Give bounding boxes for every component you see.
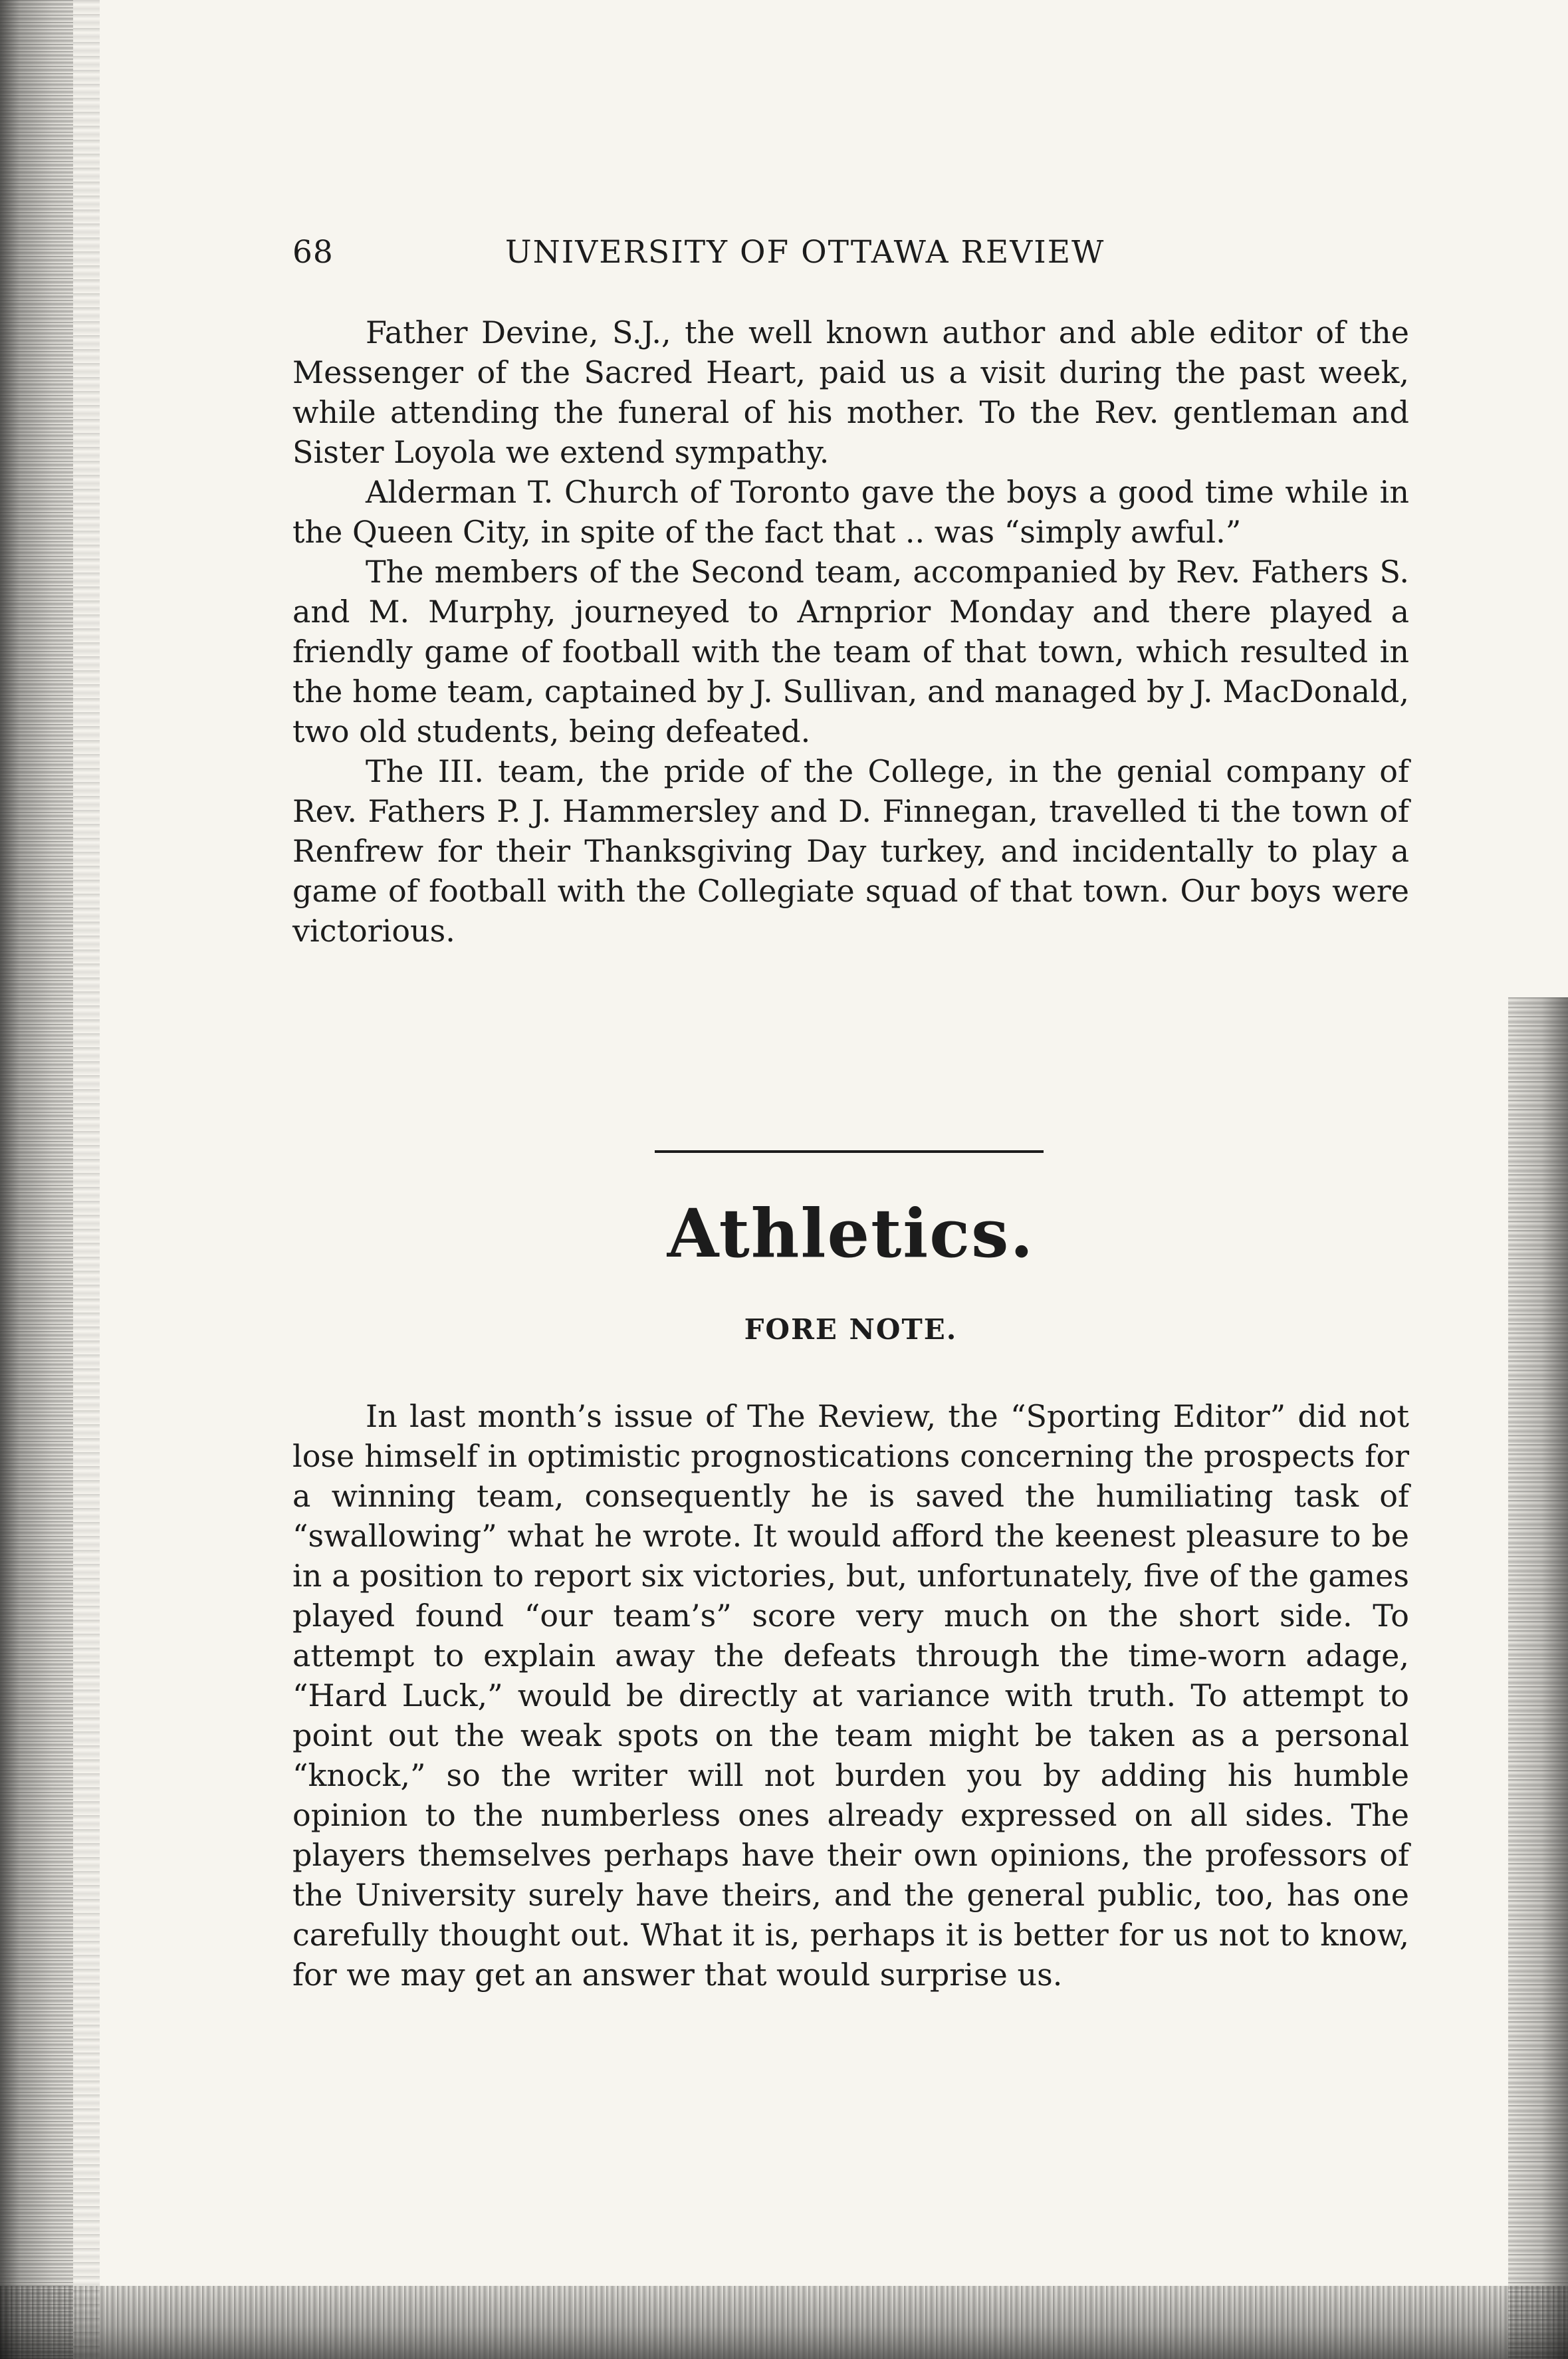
note-paragraph: Father Devine, S.J., the well known author and able editor of the Messenger of the Sacred Heart, paid us a visit during the past week, while attending the funeral of his mother. To the Rev. gentleman and Sister Loyola we extend sympathy.: [292, 314, 1409, 470]
running-title: UNIVERSITY OF OTTAWA REVIEW: [505, 234, 1105, 271]
sub-heading-fore-note: FORE NOTE.: [744, 1313, 958, 1346]
fore-note-paragraph: In last month’s issue of The Review, the “Sporting Editor” did not lose himself in optimistic prognostications concerning the prospects for a winning team, consequently he is saved the humiliating task of “swallowing” what he wrote. It would afford the keenest pleasure to be in a position to report six victories, but, unfortunately, five of the games played found “our team’s” score very much on the short side. To attempt to explain away the defeats through the time-worn adage, “Hard Luck,” would be directly at variance with truth. To attempt to point out the weak spots on the team might be taken as a personal “knock,” so the writer will not burden you by adding his humble opinion to the numberless ones already expressed on all sides. The players themselves perhaps have their own opinions, the professors of the University surely have theirs, and the general public, too, has one carefully thought out. What it is, perhaps it is better for us not to know, for we may get an answer that would surprise us.: [292, 1398, 1409, 1993]
page-number: 68: [292, 234, 334, 271]
scan-edge-right: [1508, 997, 1568, 2359]
news-notes: [292, 312, 1409, 951]
note-paragraph: Alderman T. Church of Toronto gave the boys a good time while in the Queen City, in spite of the fact that .. was “simply awful.”: [292, 474, 1409, 550]
scan-edge-left: [0, 0, 73, 2359]
section-title-athletics: Athletics.: [667, 1194, 1035, 1273]
note-paragraph: The III. team, the pride of the College, in the genial company of Rev. Fathers P. J. Hammersley and D. Finnegan, travelled ti the town of Renfrew for their Thanksgiving Day turkey, and incidentally to play a game of football with the Collegiate squad of that town. Our boys were victorious.: [292, 753, 1409, 949]
note-paragraph: The members of the Second team, accompanied by Rev. Fathers S. and M. Murphy, journeyed to Arnprior Monday and there played a friendly game of football with the team of that town, which resulted in the home team, captained by J. Sullivan, and managed by J. MacDonald, two old students, being defeated.: [292, 554, 1409, 749]
fore-note-body: [292, 1396, 1409, 1995]
scan-edge-bottom: [0, 2286, 1568, 2359]
section-divider: [655, 1150, 1044, 1153]
scan-edge-left-inner: [73, 0, 100, 2359]
page-header: [292, 234, 1276, 281]
